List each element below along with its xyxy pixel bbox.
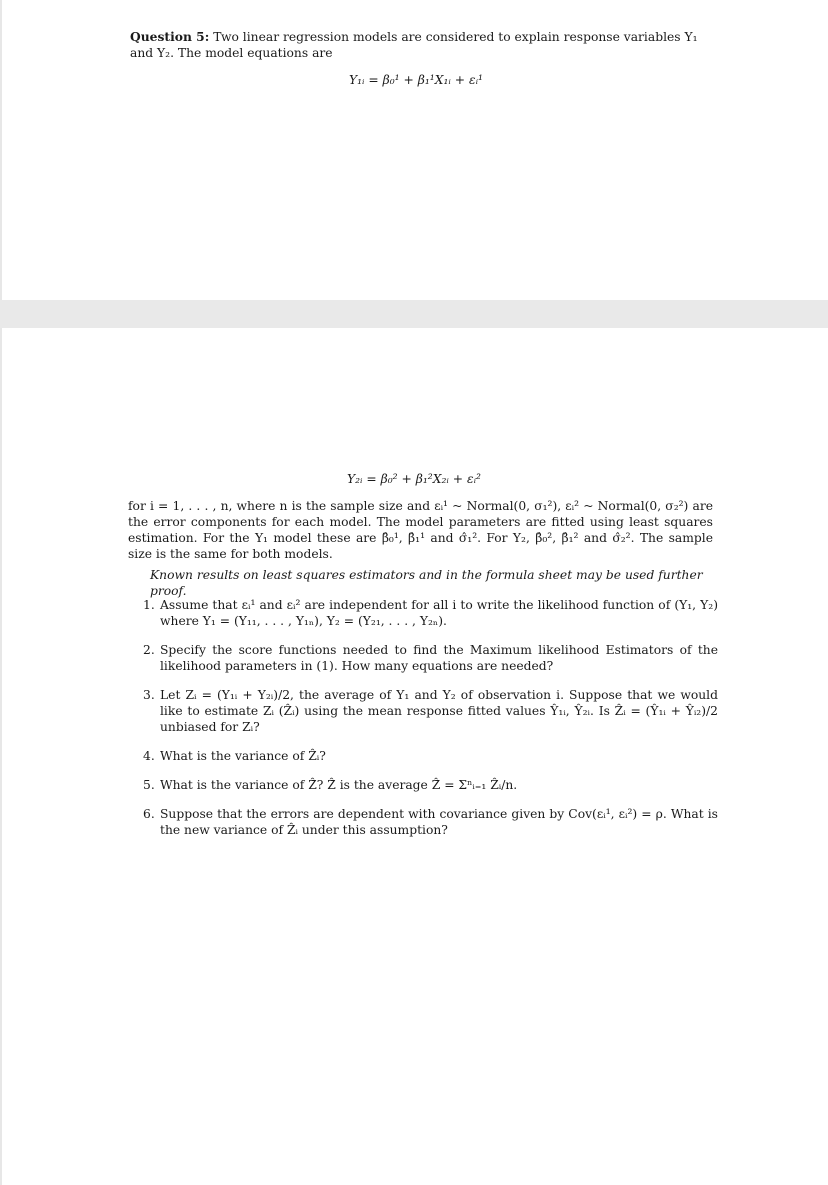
question-intro <box>130 29 715 61</box>
page-separator <box>0 300 828 328</box>
item-number: 3. <box>143 688 155 702</box>
list-item <box>128 597 718 629</box>
item-number: 1. <box>143 598 155 612</box>
item-number: 6. <box>143 807 155 821</box>
item-number: 4. <box>143 749 155 763</box>
page-top <box>0 0 828 300</box>
list-item <box>128 777 718 793</box>
item-number: 2. <box>143 643 155 657</box>
list-item <box>128 687 718 735</box>
question-label: Question 5: <box>130 29 210 44</box>
question-list <box>128 597 718 851</box>
model-description: for i = 1, . . . , n, where n is the sample size and εᵢ¹ ~ Normal(0, σ₁²), εᵢ² ~ Normal(0, σ₂²) are the error components for each model. The model parameters are fitted using least squares estimation. For the Y₁ model these are β̂₀¹, β̂₁¹ and σ̂₁². For Y₂, β̂₀², β̂₁² and σ̂₂². The sample size is the same for both models. <box>128 499 713 561</box>
item-text: What is the variance of Ẑ̄? Ẑ̄ is the average Ẑ̄ = Σⁿᵢ₌₁ Ẑᵢ/n. <box>160 778 518 792</box>
list-item <box>128 806 718 838</box>
question-intro-text: Two linear regression models are considered to explain response variables Y₁ and Y₂. The model equations are <box>130 30 698 60</box>
list-item <box>128 748 718 764</box>
equation-model-2: Y₂ᵢ = β₀² + β₁²X₂ᵢ + εᵢ² <box>347 472 481 486</box>
item-text: Specify the score functions needed to find the Maximum likelihood Estimators of the likelihood parameters in (1). How many equations are needed? <box>160 643 718 673</box>
known-results-note: Known results on least squares estimators and in the formula sheet may be used further proof. <box>150 568 703 598</box>
item-number: 5. <box>143 778 155 792</box>
item-text: What is the variance of Ẑᵢ? <box>160 749 326 763</box>
equation-model-1: Y₁ᵢ = β₀¹ + β₁¹X₁ᵢ + εᵢ¹ <box>349 73 483 87</box>
list-item <box>128 642 718 674</box>
item-text: Assume that εᵢ¹ and εᵢ² are independent for all i to write the likelihood function of (Y₁, Y₂) where Y₁ = (Y₁₁, . . . , Y₁ₙ), Y₂ = (Y₂₁, . . . , Y₂ₙ). <box>160 598 718 628</box>
item-text: Suppose that the errors are dependent with covariance given by Cov(εᵢ¹, εᵢ²) = ρ. What is the new variance of Ẑᵢ under this assumption? <box>160 807 718 837</box>
item-text: Let Zᵢ = (Y₁ᵢ + Y₂ᵢ)/2, the average of Y₁ and Y₂ of observation i. Suppose that we would like to estimate Zᵢ (Ẑᵢ) using the mean response fitted values Ŷ₁ᵢ, Ŷ₂ᵢ. Is Ẑᵢ = (Ŷ₁ᵢ + Ŷᵢ₂)/2 unbiased for Zᵢ? <box>160 688 718 734</box>
